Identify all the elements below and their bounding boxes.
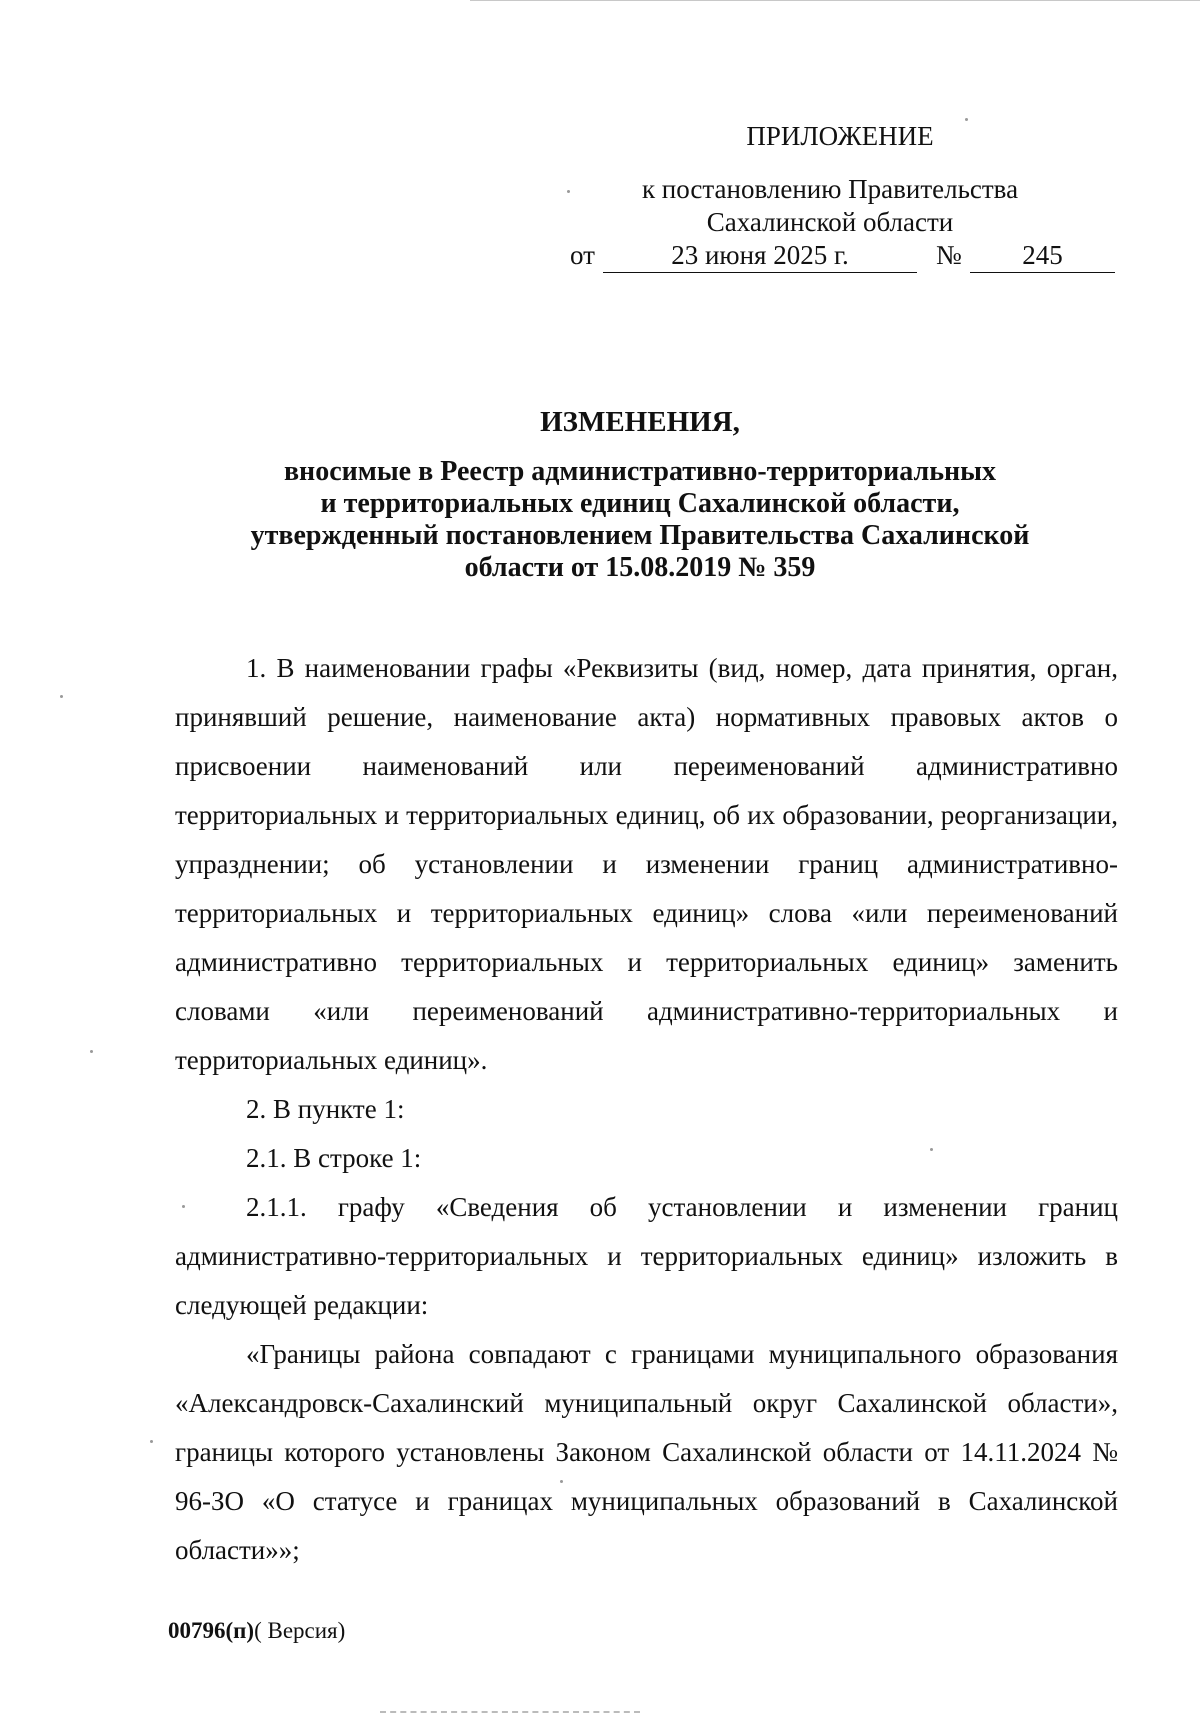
scan-speck <box>930 1148 933 1151</box>
appendix-block <box>500 120 1180 275</box>
scan-speck <box>965 118 968 121</box>
document-body <box>175 644 1118 1575</box>
paragraph-3: 2.1. В строке 1: <box>246 1143 422 1173</box>
paragraph-5: «Границы района совпадают с границами муниципального образования «Александровск-Сахалинский муниципальный округ Сахалинской области», границы которого установлены Законом Сахалинской области от 14.11.2024 № 96-ЗО «О статусе и границах муниципальных образований в Сахалинской области»»; <box>175 1339 1118 1565</box>
date-prefix: от <box>570 240 595 270</box>
number-prefix: № <box>936 240 962 270</box>
heading-sub-2: и территориальных единиц Сахалинской области, <box>320 488 960 519</box>
appendix-line-2: Сахалинской области <box>706 207 954 237</box>
footer-code: 00796(п) <box>168 1618 255 1643</box>
heading-sub-4: области от 15.08.2019 № 359 <box>464 552 816 583</box>
heading-main: ИЗМЕНЕНИЯ, <box>540 406 740 438</box>
paragraph-4: 2.1.1. графу «Сведения об установлении и изменении границ административно-территориальных и территориальных единиц» изложить в следующей редакции: <box>175 1192 1118 1320</box>
appendix-date-row <box>500 239 1180 275</box>
scan-speck <box>150 1440 153 1443</box>
resolution-number: 245 <box>970 239 1115 273</box>
scan-speck <box>560 1480 563 1483</box>
appendix-line-1: к постановлению Правительства <box>641 174 1019 204</box>
footer-version <box>168 1618 345 1644</box>
document-heading <box>140 406 1140 584</box>
scan-speck <box>567 190 570 193</box>
footer-version-text: ( Версия) <box>254 1618 346 1643</box>
top-scan-rule <box>470 0 1200 1</box>
resolution-date: 23 июня 2025 г. <box>603 239 917 273</box>
scan-speck <box>182 1205 185 1208</box>
heading-sub-1: вносимые в Реестр административно-территориальных <box>283 456 997 487</box>
scan-speck <box>60 695 63 698</box>
paragraph-1: 1. В наименовании графы «Реквизиты (вид, номер, дата принятия, орган, принявший решение, наименование акта) нормативных правовых актов о присвоении наименований или переименований административно территориальных и территориальных единиц, об их образовании, реорганизации, упразднении; об установлении и изменении границ административно-территориальных и территориальных единиц» слова «или переименований административно территориальных и территориальных единиц» заменить словами «или переименований административно-территориальных и территориальных единиц». <box>175 653 1118 1075</box>
appendix-title-text: ПРИЛОЖЕНИЕ <box>746 121 934 151</box>
heading-sub-3: утвержденный постановлением Правительства Сахалинской <box>250 520 1030 551</box>
paragraph-2: 2. В пункте 1: <box>246 1094 405 1124</box>
scan-speck <box>90 1050 93 1053</box>
appendix-title <box>500 120 1160 153</box>
